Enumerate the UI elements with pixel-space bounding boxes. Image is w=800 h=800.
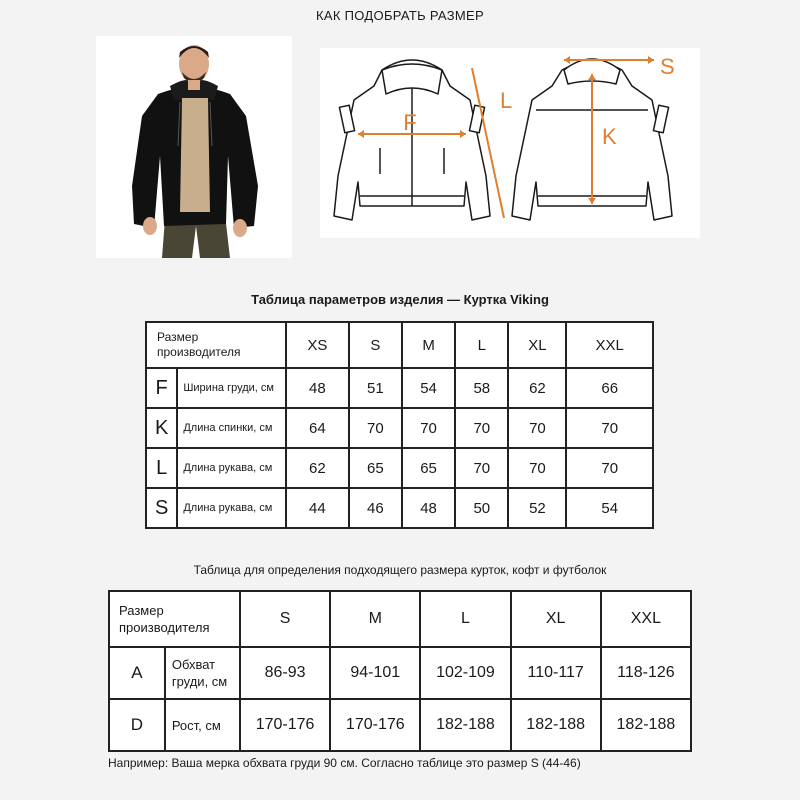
table-cell: 118-126 [601, 647, 691, 699]
table-cell: 66 [566, 368, 653, 408]
table-cell: 62 [508, 368, 566, 408]
row-parameter: Длина рукава, см [177, 488, 286, 528]
table-cell: 48 [286, 368, 349, 408]
row-parameter: Рост, см [165, 699, 240, 751]
table-cell: 46 [349, 488, 402, 528]
table-header-row [109, 591, 691, 647]
table-cell: 54 [566, 488, 653, 528]
table-cell: 54 [402, 368, 455, 408]
table-cell: 52 [508, 488, 566, 528]
table-cell: 70 [566, 408, 653, 448]
table-cell: 51 [349, 368, 402, 408]
page-title: КАК ПОДОБРАТЬ РАЗМЕР [316, 8, 484, 23]
table-row [146, 448, 653, 488]
size-header: XXL [566, 322, 653, 368]
row-letter: K [146, 408, 177, 448]
table-cell: 70 [455, 448, 508, 488]
table-cell: 70 [349, 408, 402, 448]
table-cell: 182-188 [511, 699, 601, 751]
table-row [109, 699, 691, 751]
table-cell: 70 [508, 408, 566, 448]
table1-title: Таблица параметров изделия — Куртка Viking [251, 292, 549, 307]
size-header: S [240, 591, 330, 647]
model-illustration [96, 36, 292, 258]
table-cell: 64 [286, 408, 349, 448]
diagram-label-f: F [403, 110, 417, 135]
table-cell: 86-93 [240, 647, 330, 699]
size-selection-table [108, 590, 692, 752]
table-row [109, 647, 691, 699]
table-row [146, 408, 653, 448]
diagram-label-k: K [602, 124, 617, 149]
header-label: Размер производителя [109, 591, 240, 647]
size-header: L [455, 322, 508, 368]
table-header-row [146, 322, 653, 368]
table-row [146, 488, 653, 528]
table-cell: 65 [349, 448, 402, 488]
size-header: XXL [601, 591, 691, 647]
row-letter: D [109, 699, 165, 751]
size-header: XL [511, 591, 601, 647]
table-cell: 70 [566, 448, 653, 488]
row-letter: S [146, 488, 177, 528]
jacket-measurement-diagram [320, 48, 700, 238]
table-cell: 182-188 [420, 699, 510, 751]
row-letter: F [146, 368, 177, 408]
table-cell: 70 [508, 448, 566, 488]
row-parameter: Ширина груди, см [177, 368, 286, 408]
size-header: L [420, 591, 510, 647]
row-letter: L [146, 448, 177, 488]
diagram-label-l: L [500, 88, 513, 113]
table-cell: 62 [286, 448, 349, 488]
row-parameter: Длина спинки, см [177, 408, 286, 448]
table-cell: 170-176 [330, 699, 420, 751]
header-label: Размер производителя [146, 322, 286, 368]
example-footnote: Например: Ваша мерка обхвата груди 90 см. Согласно таблице это размер S (44-46) [108, 756, 581, 770]
table-cell: 50 [455, 488, 508, 528]
table-cell: 182-188 [601, 699, 691, 751]
row-parameter: Обхват груди, см [165, 647, 240, 699]
table-cell: 48 [402, 488, 455, 528]
table-cell: 170-176 [240, 699, 330, 751]
table-cell: 70 [402, 408, 455, 448]
row-letter: A [109, 647, 165, 699]
table2-title: Таблица для определения подходящего размера курток, кофт и футболок [193, 563, 607, 577]
diagram-label-s: S [660, 54, 675, 79]
table-cell: 44 [286, 488, 349, 528]
size-header: XL [508, 322, 566, 368]
table-cell: 94-101 [330, 647, 420, 699]
table-cell: 58 [455, 368, 508, 408]
model-photo [96, 36, 292, 258]
size-header: M [402, 322, 455, 368]
size-header: S [349, 322, 402, 368]
product-parameters-table [145, 321, 654, 529]
size-header: M [330, 591, 420, 647]
size-header: XS [286, 322, 349, 368]
table-cell: 65 [402, 448, 455, 488]
table-cell: 70 [455, 408, 508, 448]
jacket-diagrams [320, 48, 700, 238]
row-parameter: Длина рукава, см [177, 448, 286, 488]
table-row [146, 368, 653, 408]
table-cell: 110-117 [511, 647, 601, 699]
table-cell: 102-109 [420, 647, 510, 699]
